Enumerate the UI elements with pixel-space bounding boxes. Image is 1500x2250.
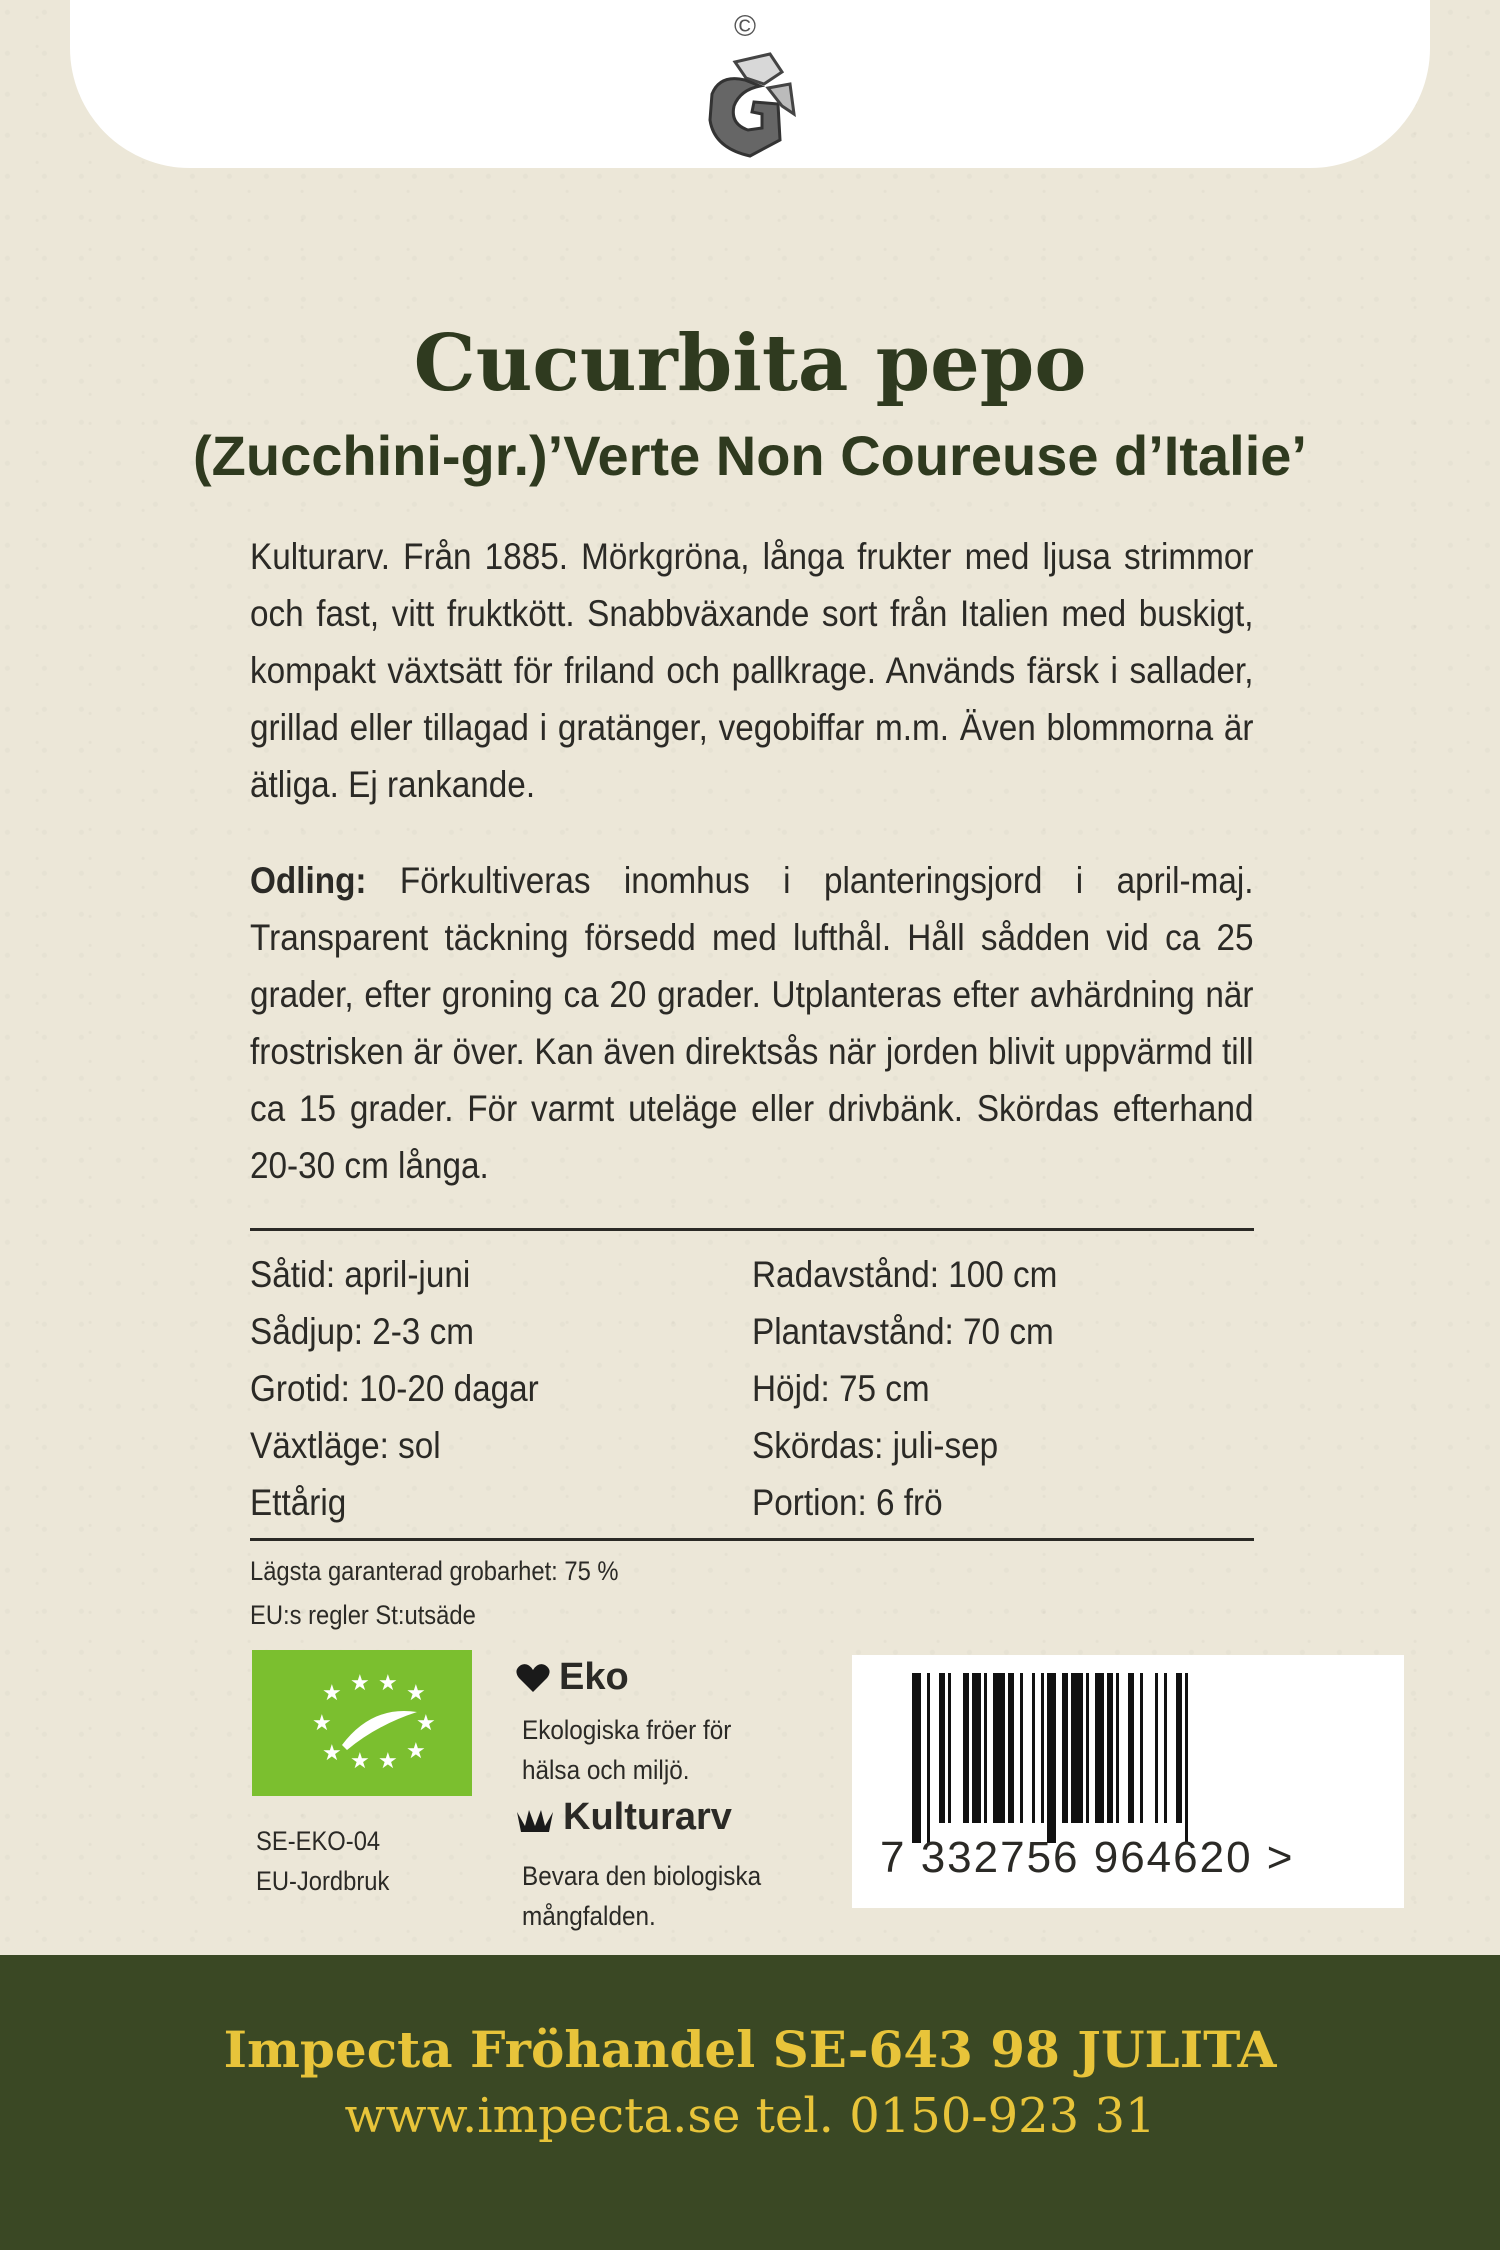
- footer-contact: www.impecta.se tel. 0150-923 31: [344, 2088, 1156, 2144]
- divider-top: [250, 1228, 1254, 1231]
- barcode-bars: [852, 1655, 1404, 1845]
- barcode-bar: [1116, 1673, 1119, 1823]
- svg-text:★: ★: [378, 1749, 398, 1774]
- eko-text: [522, 1710, 731, 1790]
- variety-title: (Zucchini-gr.)’Verte Non Coureuse d’Italie’: [193, 424, 1307, 487]
- cultivation-label: Odling:: [250, 860, 367, 901]
- svg-text:★: ★: [378, 1671, 398, 1696]
- cert-origin: EU-Jordbruk: [256, 1866, 390, 1896]
- spec-harvest: Skördas: juli-sep: [752, 1425, 999, 1466]
- kulturarv-text-line: mångfalden.: [522, 1901, 656, 1931]
- cert-code: SE-EKO-04: [256, 1826, 381, 1856]
- spec-plant-spacing: Plantavstånd: 70 cm: [752, 1311, 1054, 1352]
- kulturarv-title: Kulturarv: [563, 1796, 732, 1838]
- barcode-bar: [1176, 1673, 1182, 1823]
- logo-emblem-icon: [690, 44, 810, 164]
- kulturarv-heading: [515, 1796, 732, 1839]
- heart-icon: [515, 1662, 551, 1694]
- barcode-bar: [1107, 1673, 1113, 1823]
- cultivation-body: Förkultiveras inomhus i planteringsjord i april-maj. Transparent täckning försedd med lufthål. Håll sådden vid ca 25 grader, efter groning ca 20 grader. Utplanteras efter avhärdning när frostrisken är över. Kan även direktsås när jorden blivit uppvärmd till ca 15 grader. För varmt uteläge eller drivbänk. Skördas efterhand 20-30 cm långa.: [250, 860, 1254, 1186]
- barcode-bar: [963, 1673, 969, 1823]
- eu-rules: EU:s regler St:utsäde: [250, 1600, 476, 1630]
- spec-portion: Portion: 6 frö: [752, 1482, 943, 1523]
- copyright-mark: ©: [734, 10, 757, 43]
- barcode: [852, 1655, 1404, 1908]
- svg-text:★: ★: [416, 1711, 436, 1736]
- divider-bottom: [250, 1538, 1254, 1541]
- svg-text:★: ★: [322, 1741, 342, 1766]
- barcode-bar: [939, 1673, 945, 1823]
- specs-right: [752, 1246, 1057, 1531]
- svg-text:★: ★: [406, 1681, 426, 1706]
- eko-title: Eko: [559, 1656, 629, 1698]
- spec-row-spacing: Radavstånd: 100 cm: [752, 1254, 1058, 1295]
- barcode-bar: [1086, 1673, 1089, 1823]
- svg-text:★: ★: [312, 1711, 332, 1736]
- specs-left: [250, 1246, 539, 1531]
- eu-leaf-stars-icon: [252, 1650, 472, 1796]
- description-text: Kulturarv. Från 1885. Mörkgröna, långa frukter med ljusa strimmor och fast, vitt fruktkött. Snabbväxande sort från Italien med buskigt, kompakt växtsätt för friland och pallkrage. Används färsk i sallader, grillad eller tillagad i gratänger, vegobiffar m.m. Även blommorna är ätliga. Ej rankande.: [250, 536, 1254, 805]
- svg-text:★: ★: [350, 1671, 370, 1696]
- germination-rate: Lägsta garanterad grobarhet: 75 %: [250, 1556, 619, 1586]
- barcode-bar: [1185, 1673, 1188, 1843]
- spec-location: Växtläge: sol: [250, 1425, 441, 1466]
- cultivation-text: [250, 852, 1254, 1194]
- barcode-bar: [993, 1673, 1005, 1823]
- barcode-bar: [927, 1673, 930, 1843]
- barcode-bar: [948, 1673, 951, 1823]
- svg-text:★: ★: [406, 1739, 426, 1764]
- barcode-bar: [1032, 1673, 1035, 1823]
- eko-heading: [515, 1656, 629, 1699]
- barcode-bar: [1071, 1673, 1083, 1823]
- eu-organic-logo: [252, 1650, 472, 1796]
- eko-text-line: hälsa och miljö.: [522, 1755, 690, 1785]
- spec-sowing-depth: Sådjup: 2-3 cm: [250, 1311, 474, 1352]
- barcode-bar: [1047, 1673, 1056, 1843]
- barcode-bar: [1062, 1673, 1068, 1823]
- spec-germination-time: Grotid: 10-20 dagar: [250, 1368, 539, 1409]
- footer-company: Impecta Fröhandel SE-643 98 JULITA: [223, 2020, 1277, 2079]
- barcode-bar: [972, 1673, 981, 1823]
- eko-text-line: Ekologiska fröer för: [522, 1715, 732, 1745]
- spec-height: Höjd: 75 cm: [752, 1368, 930, 1409]
- barcode-bar: [1020, 1673, 1023, 1823]
- barcode-bar: [1008, 1673, 1014, 1823]
- barcode-bar: [984, 1673, 987, 1823]
- crown-icon: [515, 1802, 555, 1834]
- barcode-number: 7 332756 964620 >: [880, 1833, 1295, 1882]
- species-title: Cucurbita pepo: [413, 318, 1087, 409]
- barcode-bar: [1095, 1673, 1104, 1823]
- spec-sowing-time: Såtid: april-juni: [250, 1254, 471, 1295]
- svg-text:★: ★: [350, 1749, 370, 1774]
- barcode-bar: [1155, 1673, 1158, 1823]
- kulturarv-text: [522, 1856, 761, 1936]
- barcode-bar: [912, 1673, 921, 1843]
- svg-text:★: ★: [322, 1681, 342, 1706]
- impecta-logo: [690, 10, 810, 160]
- barcode-bar: [1140, 1673, 1143, 1823]
- barcode-bar: [1041, 1673, 1044, 1823]
- barcode-bar: [1164, 1673, 1167, 1823]
- kulturarv-text-line: Bevara den biologiska: [522, 1861, 762, 1891]
- spec-lifecycle: Ettårig: [250, 1482, 347, 1523]
- barcode-bar: [1128, 1673, 1134, 1823]
